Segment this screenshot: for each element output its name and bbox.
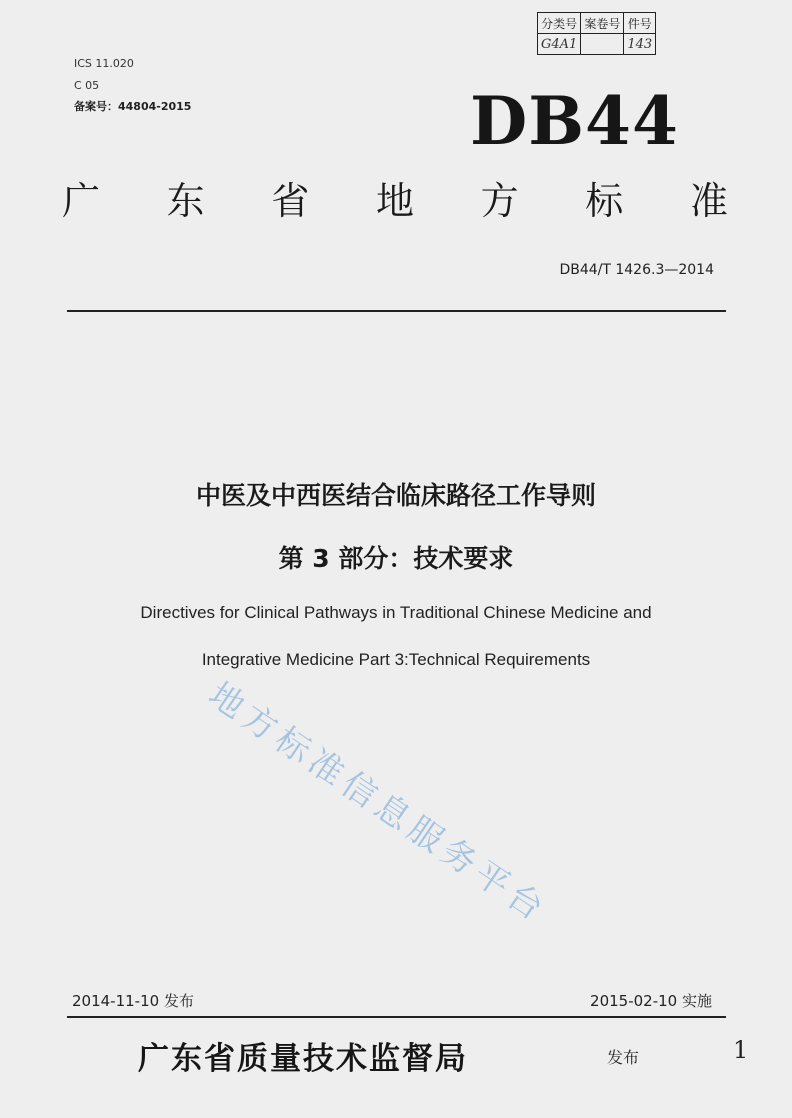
issuer-title-char: 省	[271, 179, 310, 223]
db-code-heading: DB44	[470, 82, 679, 160]
title-cn-main: 中医及中西医结合临床路径工作导则	[195, 481, 596, 510]
publish-label: 发布	[607, 1048, 640, 1067]
title-en-line2: Integrative Medicine Part 3:Technical Requirements	[201, 650, 591, 669]
issue-date: 2014-11-10 发布	[72, 992, 194, 1010]
issuer-title	[62, 179, 728, 223]
classification-value-file	[581, 34, 624, 55]
classification-header-file: 案卷号	[581, 13, 624, 34]
issuer-title-char: 方	[480, 179, 519, 223]
classification-header-category: 分类号	[538, 13, 581, 34]
issuer-title-char: 地	[375, 179, 414, 223]
filing-number: 备案号：44804-2015	[74, 100, 192, 113]
bottom-divider	[67, 1016, 726, 1018]
classification-value-row	[538, 34, 656, 55]
issuer-title-char: 准	[689, 179, 728, 223]
issuer-title-char: 东	[166, 179, 205, 223]
classification-header-row	[538, 13, 656, 34]
top-divider	[67, 310, 726, 312]
classification-value-category: G4A1	[538, 34, 581, 55]
classification-box	[537, 12, 656, 55]
watermark-text: 地方标准信息服务平台	[201, 674, 556, 932]
classification-value-item: 143	[624, 34, 656, 55]
ics-code: ICS 11.020	[74, 57, 134, 70]
issuer-title-char: 标	[585, 179, 624, 223]
standard-number: DB44/T 1426.3—2014	[559, 262, 714, 278]
classification-header-item: 件号	[624, 13, 656, 34]
ccs-code: C 05	[74, 79, 100, 92]
issuer-title-char: 广	[62, 179, 101, 223]
page-number: 1	[733, 1036, 749, 1064]
implement-date: 2015-02-10 实施	[590, 992, 712, 1010]
issuing-organization: 广东省质量技术监督局	[138, 1041, 468, 1077]
title-cn-part: 第 3 部分：技术要求	[278, 544, 514, 573]
title-en-line1: Directives for Clinical Pathways in Traditional Chinese Medicine and	[140, 603, 652, 622]
